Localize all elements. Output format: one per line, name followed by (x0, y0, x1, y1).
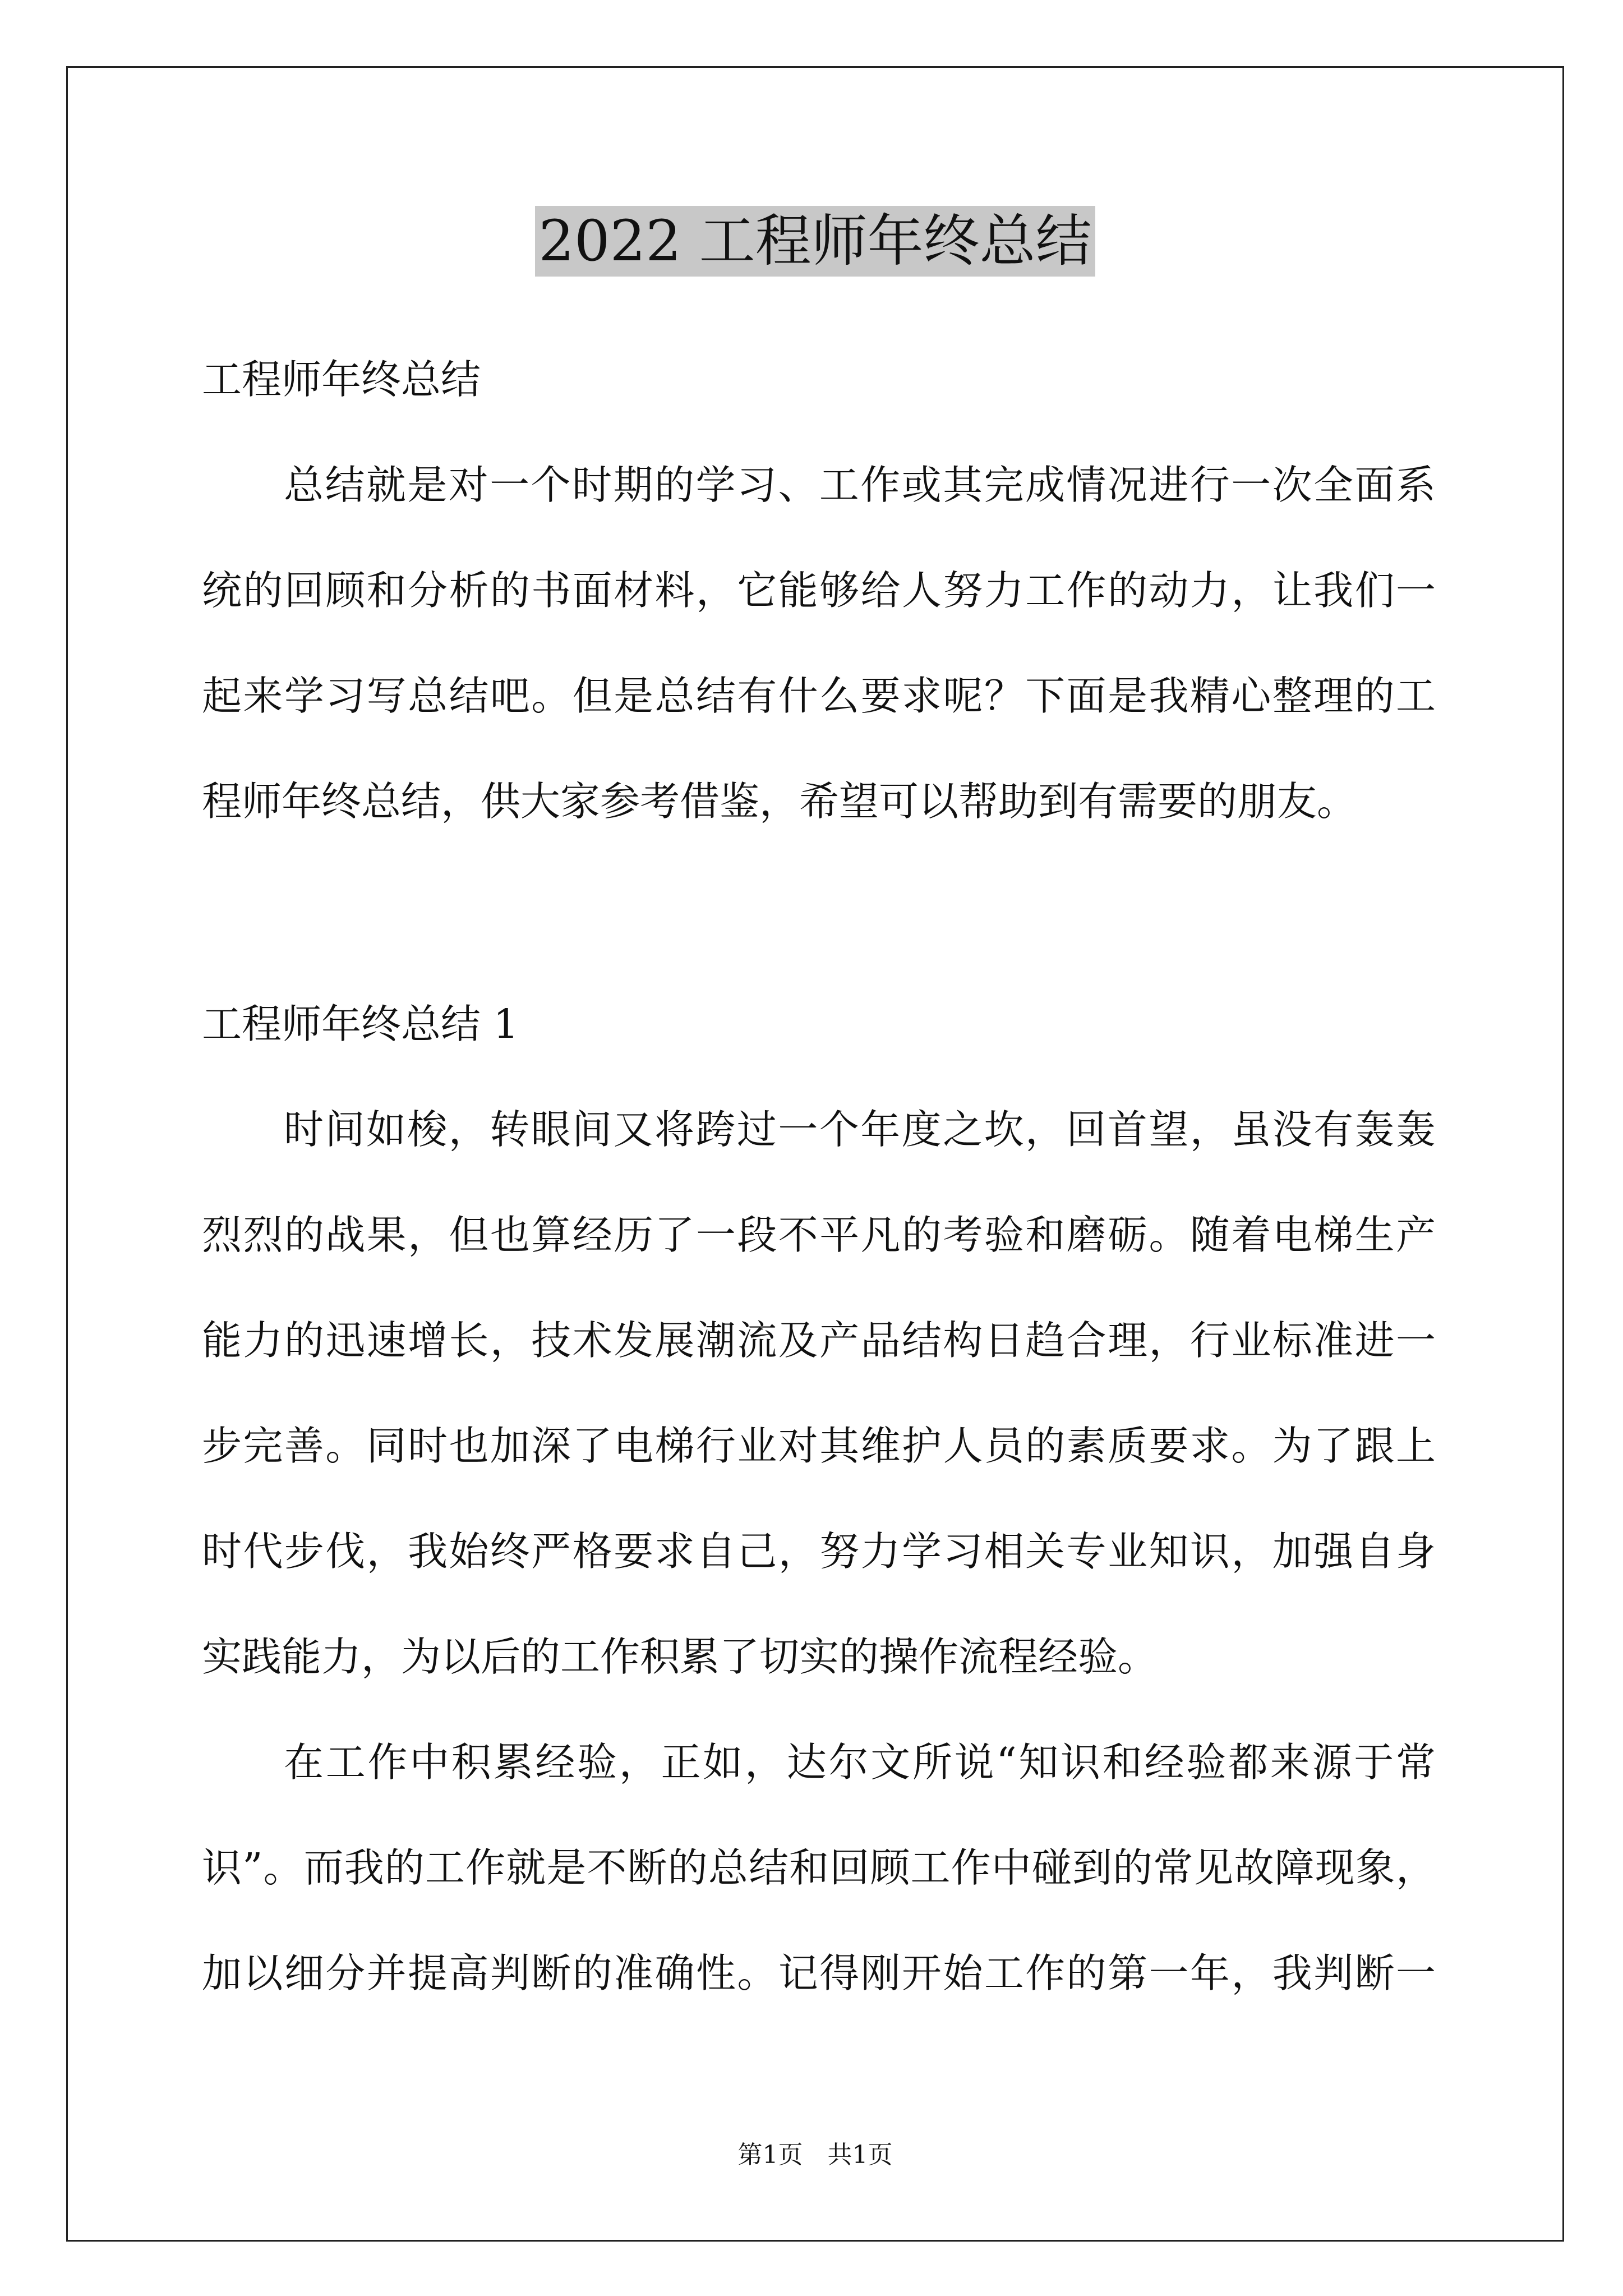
paragraph-line: 时代步伐，我始终严格要求自己，努力学习相关专业知识，加强自身 (202, 1528, 1436, 1575)
document-title: 2022 工程师年终总结 (535, 206, 1095, 277)
section-heading: 工程师年终总结 1 (202, 1001, 519, 1047)
body-paragraph (202, 1710, 1436, 2026)
paragraph-line: 能力的迅速增长，技术发展潮流及产品结构日趋合理，行业标准进一 (202, 1317, 1436, 1364)
paragraph-line: 时间如梭，转眼间又将跨过一个年度之坎，回首望，虽没有轰轰 (284, 1106, 1436, 1153)
paragraph-line: 实践能力，为以后的工作积累了切实的操作流程经验。 (202, 1634, 1158, 1680)
paragraph-line: 识”。而我的工作就是不断的总结和回顾工作中碰到的常见故障现象， (202, 1844, 1436, 1891)
intro-paragraph (202, 432, 1436, 854)
paragraph-line: 加以细分并提高判断的准确性。记得刚开始工作的第一年，我判断一 (202, 1950, 1436, 1996)
blank-line (202, 854, 1436, 972)
page-footer: 第1页 共1页 (737, 2141, 893, 2169)
document-body (202, 327, 1436, 2026)
paragraph-line: 统的回顾和分析的书面材料，它能够给人努力工作的动力，让我们一 (202, 567, 1436, 614)
section-heading: 工程师年终总结 (202, 356, 481, 403)
paragraph-line: 总结就是对一个时期的学习、工作或其完成情况进行一次全面系 (284, 462, 1436, 508)
paragraph-line: 程师年终总结，供大家参考借鉴，希望可以帮助到有需要的朋友。 (202, 778, 1357, 825)
paragraph-line: 起来学习写总结吧。但是总结有什么要求呢？下面是我精心整理的工 (202, 673, 1436, 719)
body-paragraph (202, 1077, 1436, 1710)
paragraph-line: 在工作中积累经验，正如，达尔文所说“知识和经验都来源于常 (284, 1739, 1436, 1786)
paragraph-line: 烈烈的战果，但也算经历了一段不平凡的考验和磨砺。随着电梯生产 (202, 1212, 1436, 1258)
title-block (66, 206, 1564, 277)
paragraph-line: 步完善。同时也加深了电梯行业对其维护人员的素质要求。为了跟上 (202, 1423, 1436, 1469)
